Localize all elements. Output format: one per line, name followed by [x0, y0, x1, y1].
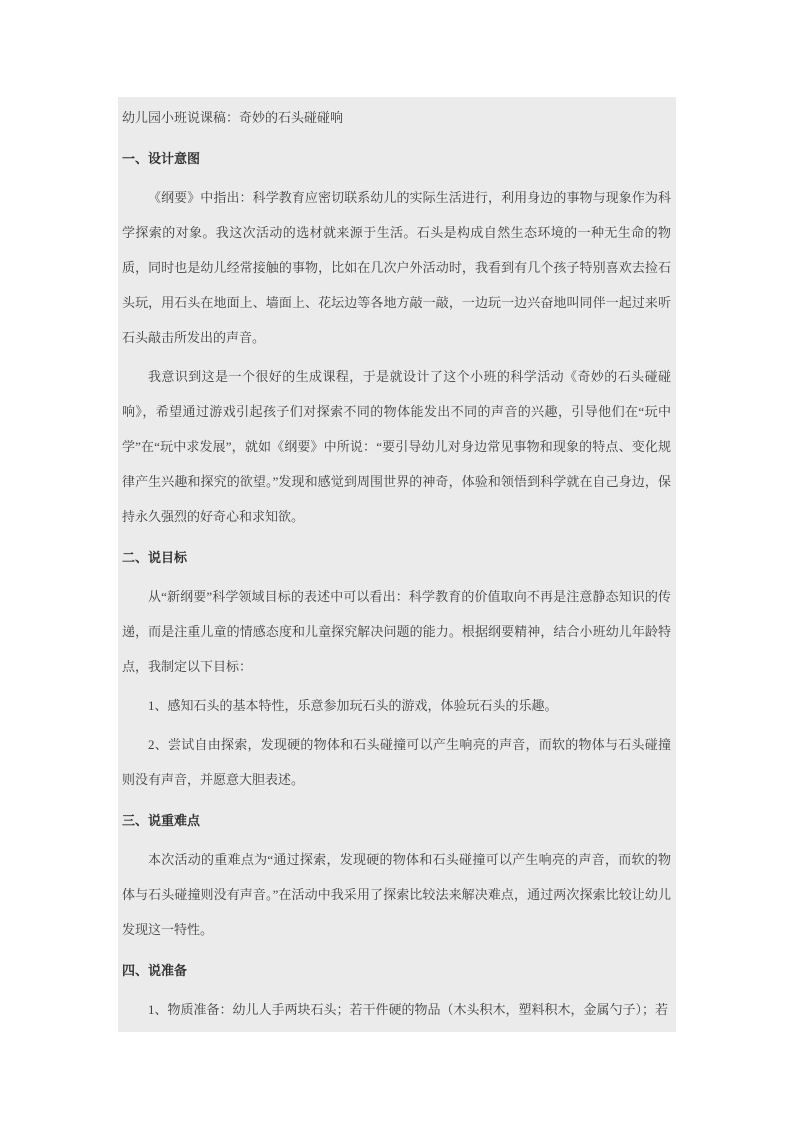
list-item: 1、感知石头的基本特性，乐意参加玩石头的游戏，体验玩石头的乐趣。: [148, 698, 558, 713]
document-content: [118, 97, 676, 1032]
list-item: 1、物质准备：幼儿人手两块石头；若干件硬的物品（木头积木，塑料积木，金属勺子）；若: [148, 1002, 669, 1017]
paragraph: 我意识到这是一个很好的生成课程，于是就设计了这个小班的科学活动《奇妙的石头碰碰响》，希望通过游戏引起孩子们对探索不同的物体能发出不同的声音的兴趣，引导他们在“玩中学”在“玩中求发展”，就如《纲要》中所说：“要引导幼儿对身边常见事物和现象的特点、变化规律产生兴趣和探究的欲望。”发现和感觉到周围世界的神奇，体验和领悟到科学就在自己身边，保持永久强烈的好奇心和求知欲。: [122, 369, 671, 524]
paragraph: 本次活动的重难点为“通过探索，发现硬的物体和石头碰撞可以产生响亮的声音，而软的物体与石头碰撞则没有声音。”在活动中我采用了探索比较法来解决难点，通过两次探索比较让幼儿发现这一特性。: [122, 852, 671, 937]
list-item: 2、尝试自由探索，发现硬的物体和石头碰撞可以产生响亮的声音，而软的物体与石头碰撞则没有声音，并愿意大胆表述。: [122, 737, 671, 787]
section-heading-goals: 二、说目标: [122, 550, 188, 565]
paragraph: 从“新纲要”科学领域目标的表述中可以看出：科学教育的价值取向不再是注意静态知识的传递，而是注重儿童的情感态度和儿童探究解决问题的能力。根据纲要精神，结合小班幼儿年龄特点，我制定以下目标：: [122, 589, 671, 674]
section-heading-design-intent: 一、设计意图: [122, 151, 201, 166]
document-title: 幼儿园小班说课稿：奇妙的石头碰碰响: [122, 110, 344, 125]
section-heading-preparation: 四、说准备: [122, 963, 188, 978]
paragraph: 《纲要》中指出：科学教育应密切联系幼儿的实际生活进行，利用身边的事物与现象作为科学探索的对象。我这次活动的选材就来源于生活。石头是构成自然生态环境的一种无生命的物质，同时也是幼儿经常接触的事物，比如在几次户外活动时，我看到有几个孩子特别喜欢去捡石头玩，用石头在地面上、墙面上、花坛边等各地方敲一敲，一边玩一边兴奋地叫同伴一起过来听石头敲击所发出的声音。: [122, 190, 671, 345]
section-heading-key-difficulties: 三、说重难点: [122, 813, 201, 828]
